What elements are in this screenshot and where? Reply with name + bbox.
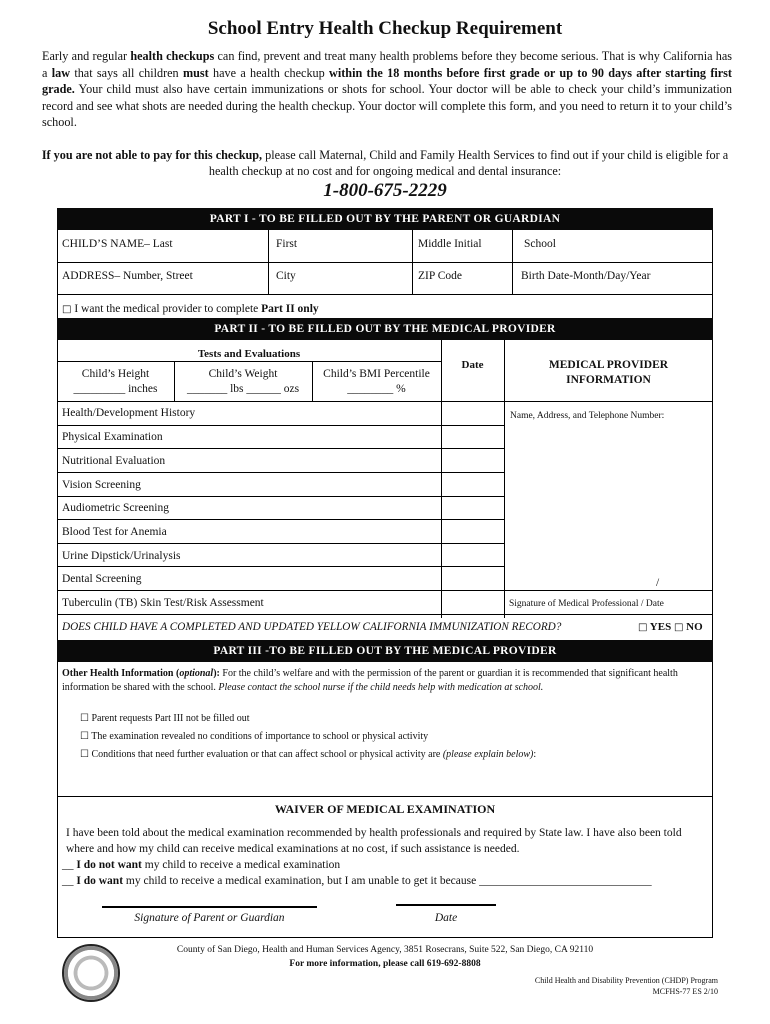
school-field[interactable]: School [524, 238, 556, 250]
waiver-do-not-want[interactable]: __ I do not want my child to receive a medical examination [62, 859, 341, 871]
test-row-health-history: Health/Development History [62, 407, 196, 419]
footer-form-id: MCFHS-77 ES 2/10 [652, 987, 718, 996]
birth-date-field[interactable]: Birth Date-Month/Day/Year [521, 270, 651, 282]
first-name-field[interactable]: First [276, 238, 298, 250]
bmi-label: Child’s BMI Percentile [323, 368, 430, 380]
provider-signature-label: Signature of Medical Professional / Date [509, 599, 664, 609]
yes-option[interactable]: YES [649, 621, 672, 633]
immunization-answer[interactable]: □ YES □ NO [638, 621, 703, 633]
tests-title: Tests and Evaluations [197, 348, 301, 360]
waiver-title: WAIVER OF MEDICAL EXAMINATION [274, 802, 496, 816]
date-column-header: Date [461, 359, 484, 371]
check-part3-not-filled[interactable]: ☐ Parent requests Part III not be filled out [80, 713, 250, 724]
bmi-input[interactable]: ________ % [347, 383, 406, 395]
test-row-tb: Tuberculin (TB) Skin Test/Risk Assessment [62, 597, 264, 609]
page-title: School Entry Health Checkup Requirement [207, 18, 563, 39]
part3-header: PART III -TO BE FILLED OUT BY THE MEDICAL PROVIDER [57, 640, 713, 662]
signature-slash: / [656, 577, 660, 589]
test-row-anemia: Blood Test for Anemia [62, 526, 167, 538]
check-conditions-need-evaluation[interactable]: ☐ Conditions that need further evaluation or that can affect school or physical activity are (please explain below): [80, 749, 537, 760]
height-label: Child’s Height [81, 368, 150, 380]
waiver-text: I have been told about the medical examination recommended by health professionals and required by State law. I have also been told where and how my child can receive medical examinations at no cost, if such assistance is needed. [66, 827, 682, 855]
waiver-do-want[interactable]: __ I do want my child to receive a medical examination, but I am unable to get it because ______________________________ [62, 875, 652, 887]
intro-paragraph: Early and regular health checkups can find, prevent and treat many health problems before they become serious. That is why California has a law that says all children must have a health checkup within the 18 months before first grade or up to 90 days after starting first grade. Your child must also have certain immunizations or shots for school. Your doctor will be able to check your child’s immunization record and see what shots are needed during the health checkup. Your doctor will complete this form, and you need to return it to your child’s school. [42, 49, 733, 130]
parent-signature-label[interactable]: Signature of Parent or Guardian [134, 912, 285, 924]
phone-number: 1-800-675-2229 [323, 180, 447, 201]
test-row-urinalysis: Urine Dipstick/Urinalysis [62, 550, 181, 562]
middle-initial-field[interactable]: Middle Initial [418, 238, 482, 250]
test-row-vision: Vision Screening [62, 479, 141, 491]
city-field[interactable]: City [276, 270, 296, 282]
no-option[interactable]: NO [686, 621, 703, 633]
part1-header: PART I - TO BE FILLED OUT BY THE PARENT OR GUARDIAN [57, 208, 713, 230]
part2-only-option[interactable]: □ I want the medical provider to complete Part II only [62, 303, 319, 315]
payment-notice: If you are not able to pay for this checkup, please call Maternal, Child and Family Health Services to find out if your child is eligible for a health checkup at no cost and for ongoing medical and dental insurance: [41, 148, 729, 178]
weight-input[interactable]: _______ lbs ______ ozs [186, 383, 300, 395]
test-row-audiometric: Audiometric Screening [62, 502, 169, 514]
provider-info-subtitle: Name, Address, and Telephone Number: [510, 411, 665, 421]
provider-info-header: MEDICAL PROVIDER INFORMATION [548, 359, 669, 386]
test-row-nutrition: Nutritional Evaluation [62, 455, 166, 467]
footer-agency: County of San Diego, Health and Human Services Agency, 3851 Rosecrans, Suite 522, San Diego, CA 92110 [176, 945, 594, 955]
check-no-conditions[interactable]: ☐ The examination revealed no conditions of importance to school or physical activity [80, 731, 429, 742]
waiver-date-label[interactable]: Date [434, 912, 458, 924]
test-row-physical: Physical Examination [62, 431, 163, 443]
address-field[interactable]: ADDRESS– Number, Street [62, 270, 193, 282]
part2-header: PART II - TO BE FILLED OUT BY THE MEDICAL PROVIDER [57, 318, 713, 340]
other-health-info: Other Health Information (optional): For the child’s welfare and with the permission of the parent or guardian it is recommended that significant health information be shared with the school. Please contact the school nurse if the child needs help with medication at school. [62, 668, 678, 693]
height-input[interactable]: _________ inches [73, 383, 158, 395]
weight-label: Child’s Weight [208, 368, 278, 380]
test-row-dental: Dental Screening [62, 573, 142, 585]
zip-field[interactable]: ZIP Code [418, 270, 462, 282]
immunization-question: DOES CHILD HAVE A COMPLETED AND UPDATED YELLOW CALIFORNIA IMMUNIZATION RECORD? [62, 621, 562, 633]
footer-program: Child Health and Disability Prevention (CHDP) Program [534, 976, 718, 985]
footer-info: For more information, please call 619-692-8808 [289, 959, 481, 969]
checkbox-icon[interactable]: □ [62, 304, 72, 315]
child-name-field[interactable]: CHILD’S NAME– Last [62, 238, 173, 250]
